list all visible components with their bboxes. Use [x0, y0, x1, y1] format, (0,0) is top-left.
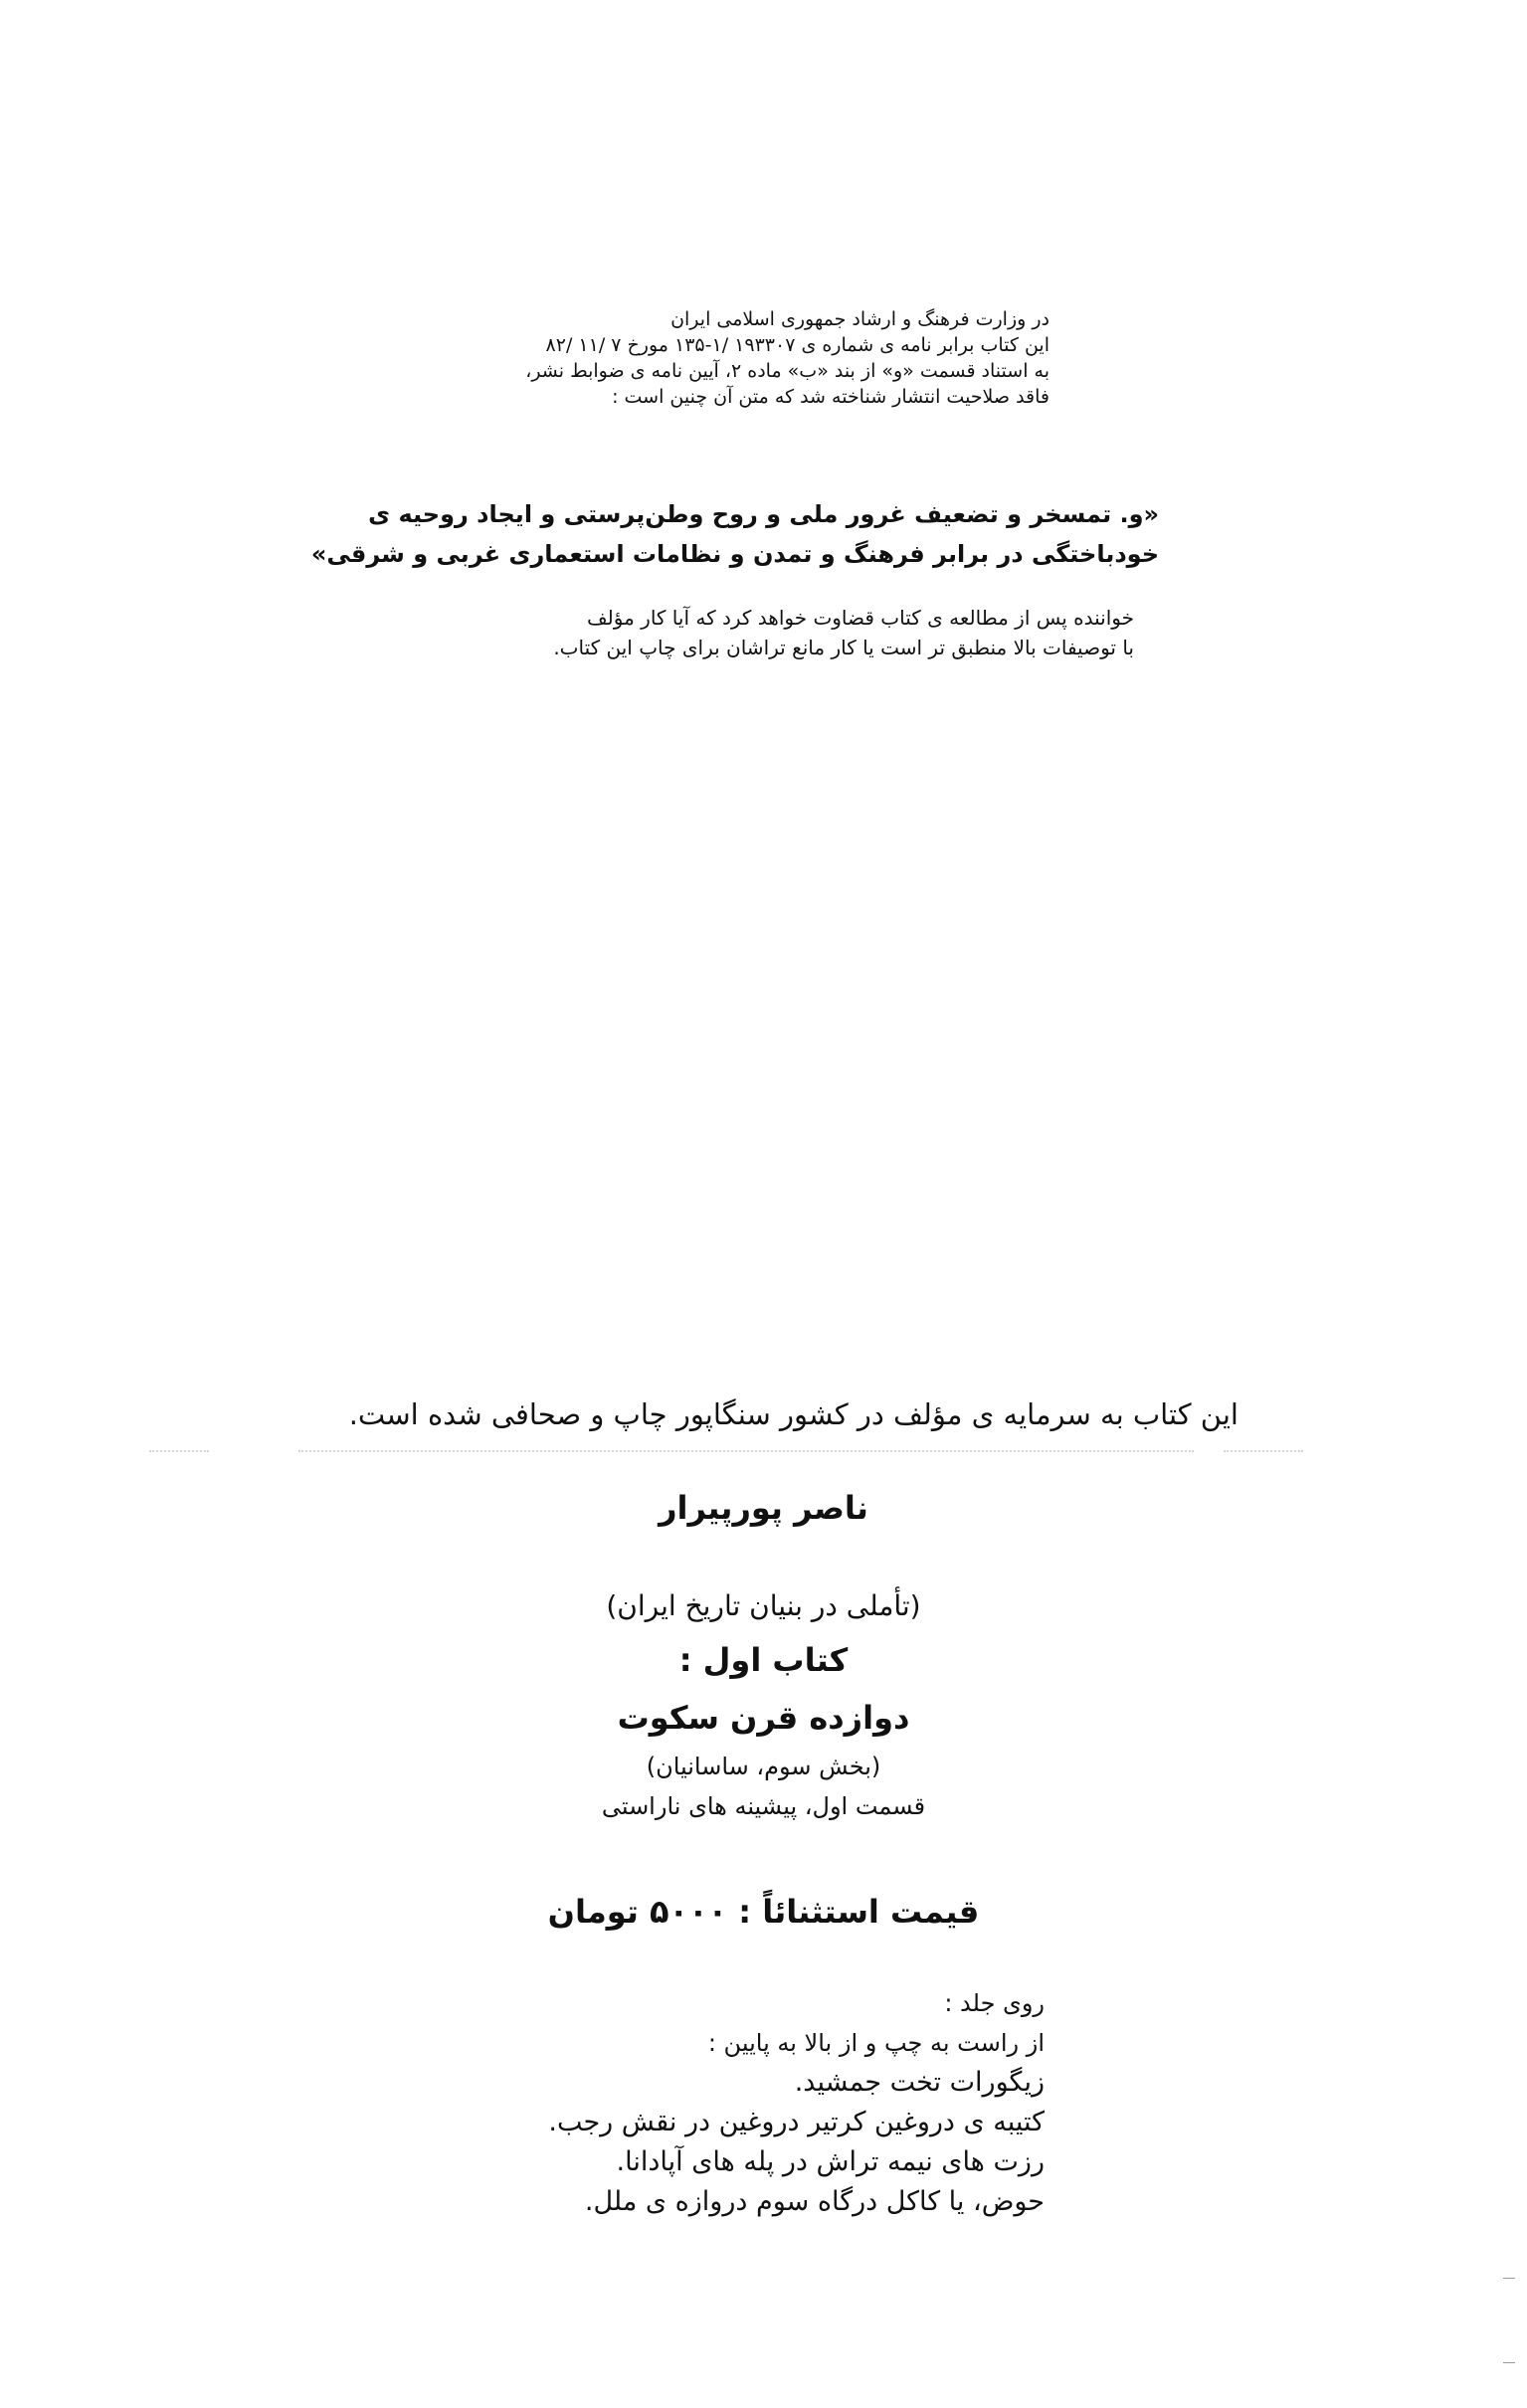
cover-item: زیگورات تخت جمشید. — [794, 2067, 1045, 2098]
clause-line: «و. تمسخر و تضعیف غرور ملی و روح وطن‌پرستی و ایجاد روحیه ی — [368, 500, 1159, 528]
scan-separator — [1224, 1450, 1303, 1452]
book-title: دوازده قرن سکوت — [617, 1699, 910, 1737]
scan-mark — [1503, 2278, 1515, 2279]
notice-line: به استناد قسمت «و» از بند «ب» ماده ۲، آیین نامه ی ضوابط نشر، — [525, 360, 1050, 382]
cover-item: رزت های نیمه تراش در پله های آپادانا. — [616, 2146, 1045, 2177]
reader-note-line: خواننده پس از مطالعه ی کتاب قضاوت خواهد کرد که آیا کار مؤلف — [586, 606, 1134, 630]
reader-note-line: با توصیفات بالا منطبق تر است یا کار مانع تراشان برای چاپ این کتاب. — [553, 636, 1134, 659]
author-name: ناصر پورپیرار — [659, 1489, 868, 1527]
reader-note — [358, 603, 1134, 662]
cover-direction: از راست به چپ و از بالا به پایین : — [707, 2029, 1045, 2057]
scan-mark — [1503, 2362, 1515, 2363]
scan-separator — [298, 1450, 1194, 1452]
notice-line: این کتاب برابر نامه ی شماره ی ۱۹۳۳۰۷ /۱-۱۳۵ مورخ ۷ /۱۱ /۸۲ — [545, 334, 1050, 356]
book-subtitle: (تأملی در بنیان تاریخ ایران) — [606, 1589, 921, 1622]
book-section: قسمت اول، پیشینه های ناراستی — [601, 1792, 926, 1820]
book-part: (بخش سوم، ساسانیان) — [646, 1753, 881, 1780]
printing-note-text: این کتاب به سرمایه ی مؤلف در کشور سنگاپور چاپ و صحافی شده است. — [348, 1397, 1239, 1431]
cover-description — [408, 1983, 1045, 2222]
printing-note — [244, 1396, 1239, 1432]
cover-item: حوض، یا کاکل درگاه سوم دروازه ی ملل. — [584, 2186, 1045, 2217]
cover-heading: روی جلد : — [944, 1989, 1045, 2017]
book-label: کتاب اول : — [678, 1641, 849, 1679]
cover-item: کتیبه ی دروغین کرتیر دروغین در نقش رجب. — [548, 2107, 1045, 2137]
clause-line: خودباختگی در برابر فرهنگ و تمدن و نظامات استعماری غربی و شرقی» — [310, 540, 1159, 568]
scan-separator — [149, 1450, 209, 1452]
quoted-clause — [310, 494, 1159, 574]
book-price: قیمت استثنائاً : ۵۰۰۰ تومان — [547, 1893, 980, 1931]
ministry-notice — [333, 306, 1050, 410]
notice-line: در وزارت فرهنگ و ارشاد جمهوری اسلامی ایران — [670, 308, 1050, 330]
notice-line: فاقد صلاحیت انتشار شناخته شد که متن آن چنین است : — [612, 386, 1050, 408]
